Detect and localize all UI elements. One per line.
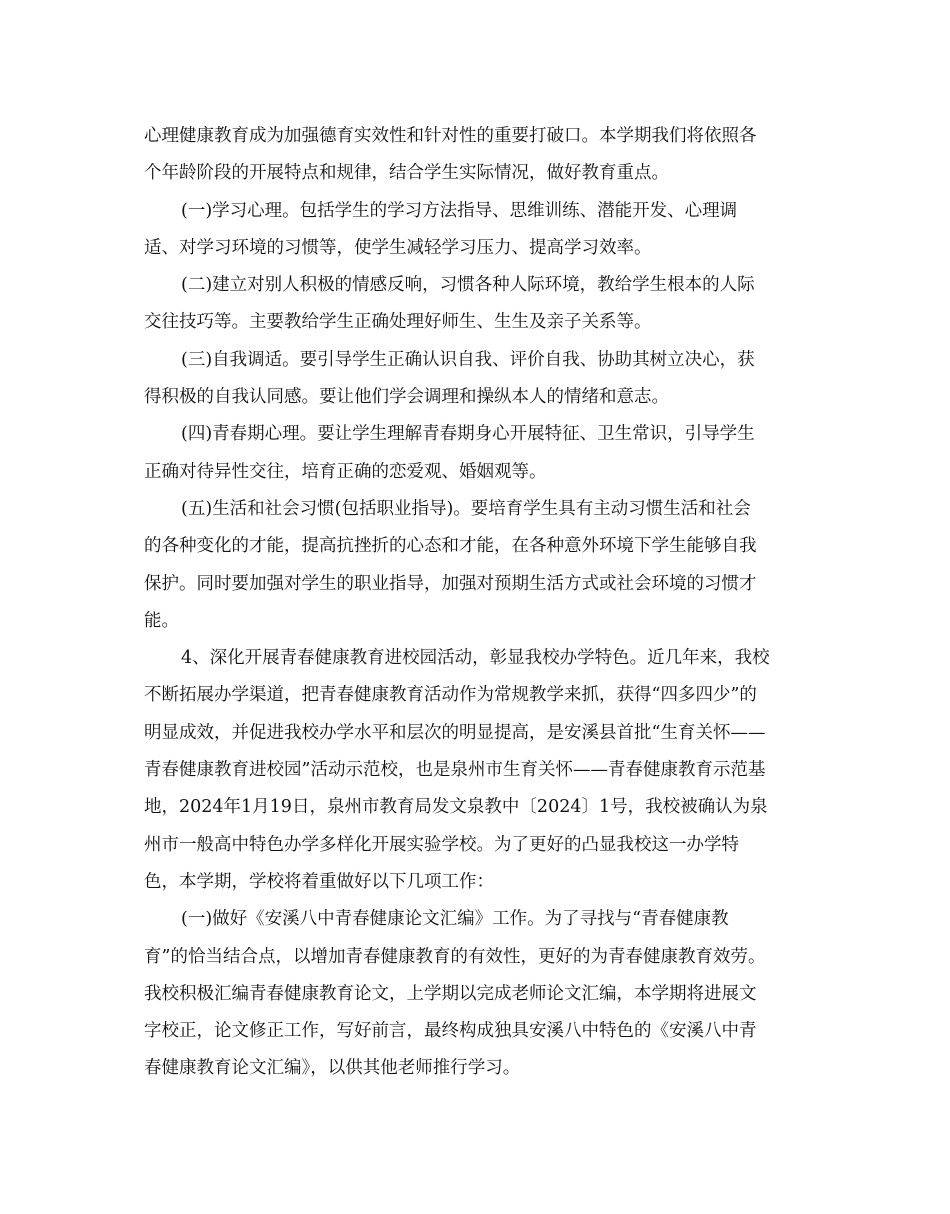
text-line: (一)做好《安溪八中青春健康论文汇编》工作。为了寻找与“青春健康教 [181, 909, 729, 930]
text-line: 适、对学习环境的习惯等，使学生减轻学习压力、提高学习效率。 [144, 237, 652, 258]
text-line: 育”的恰当结合点，以增加青春健康教育的有效性，更好的为青春健康教育效劳。 [144, 946, 766, 967]
text-line: 正确对待异性交往，培育正确的恋爱观、婚姻观等。 [144, 461, 547, 482]
text-line: 明显成效，并促进我校办学水平和层次的明显提高，是安溪县首批“生育关怀—— [144, 722, 766, 743]
text-line: 州市一般高中特色办学多样化开展实验学校。为了更好的凸显我校这一办学特 [144, 834, 739, 855]
text-line: 青春健康教育进校园”活动示范校，也是泉州市生育关怀——青春健康教育示范基 [144, 760, 766, 781]
text-line: 春健康教育论文汇编》，以供其他老师推行学习。 [144, 1058, 521, 1079]
text-line: (一)学习心理。包括学生的学习方法指导、思维训练、潜能开发、心理调 [181, 200, 738, 221]
text-line: (四)青春期心理。要让学生理解青春期身心开展特征、卫生常识，引导学生 [181, 424, 755, 445]
text-line: (二)建立对别人积极的情感反响，习惯各种人际环境，教给学生根本的人际 [181, 275, 755, 296]
text-line: 地，2024年1月19日，泉州市教育局发文泉教中〔2024〕1号，我校被确认为泉 [144, 797, 768, 818]
text-line: 心理健康教育成为加强德育实效性和针对性的重要打破口。本学期我们将依照各 [144, 126, 757, 146]
text-line: 4、深化开展青春健康教育进校园活动，彰显我校办学特色。近几年来，我校 [181, 648, 770, 669]
document-body [144, 118, 804, 1088]
text-line: 得积极的自我认同感。要让他们学会调理和操纵本人的情绪和意志。 [144, 387, 669, 408]
text-line: 不断拓展办学渠道，把青春健康教育活动作为常规教学来抓，获得“四多四少”的 [144, 685, 757, 706]
text-line: 我校积极汇编青春健康教育论文，上学期以完成老师论文汇编，本学期将进展文 [144, 983, 757, 1004]
text-line: 字校正，论文修正工作，写好前言，最终构成独具安溪八中特色的《安溪八中青 [144, 1021, 757, 1042]
text-line: 个年龄阶段的开展特点和规律，结合学生实际情况，做好教育重点。 [144, 163, 669, 184]
text-line: 的各种变化的才能，提高抗挫折的心态和才能，在各种意外环境下学生能够自我 [144, 536, 757, 557]
text-line: 保护。同时要加强对学生的职业指导，加强对预期生活方式或社会环境的习惯才 [144, 573, 757, 594]
text-line: 交往技巧等。主要教给学生正确处理好师生、生生及亲子关系等。 [144, 312, 652, 333]
text-line: (三)自我调适。要引导学生正确认识自我、评价自我、协助其树立决心，获 [181, 349, 755, 370]
text-line: 能。 [144, 610, 179, 631]
text-line: 色，本学期，学校将着重做好以下几项工作： [144, 871, 494, 892]
text-line: (五)生活和社会习惯(包括职业指导)。要培育学生具有主动习惯生活和社会 [181, 498, 751, 519]
